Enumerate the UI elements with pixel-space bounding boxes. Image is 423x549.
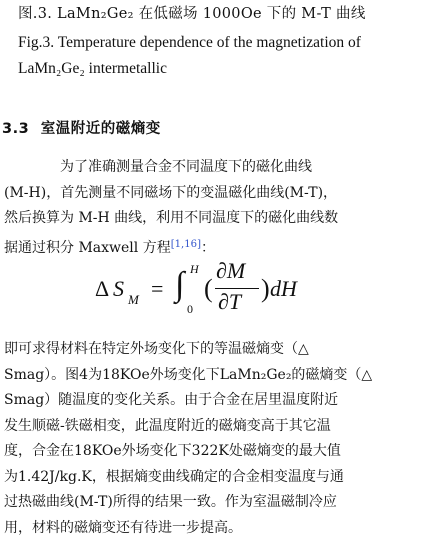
formula-differential: dH (270, 276, 297, 301)
paragraph-line: 为1.42J/kg.K，根据熵变曲线确定的合金相变温度与通 (4, 468, 344, 485)
formula-right-paren: ) (261, 274, 270, 303)
formula-lower-limit: 0 (187, 302, 193, 316)
formula-left-paren: ( (204, 274, 213, 303)
formula-numerator: ∂M (216, 258, 246, 283)
formula-entropy-symbol: S (113, 276, 124, 301)
paragraph-line (4, 232, 418, 262)
section-heading (2, 117, 161, 138)
formula-equals: = (151, 276, 164, 301)
paragraph-line: 过热磁曲线(M-T)所得的结果一致。作为室温磁制冷应 (4, 494, 337, 510)
paragraph-line: 然后换算为 M-H 曲线，利用不同温度下的磁化曲线数 (4, 210, 339, 226)
maxwell-equation (95, 258, 335, 322)
paragraph-line: 即可求得材料在特定外场变化下的等温磁熵变（△ (4, 341, 309, 357)
paragraph-line: Smag）随温度的变化关系。由于合金在居里温度附近 (4, 392, 339, 408)
figure-caption-english-line2: LaMn₂Ge₂ intermetallic (18, 60, 167, 77)
section-number: 3.3 (2, 121, 30, 137)
paragraph-line: 为了准确测量合金不同温度下的磁化曲线 (60, 159, 312, 175)
formula-denominator: ∂T (218, 289, 242, 314)
figure-caption-english-line1: Fig.3. Temperature dependence of the magnetization of (18, 34, 361, 51)
section-title: 室温附近的磁熵变 (40, 121, 161, 137)
paragraph-line: Smag）。图4为18KOe外场变化下LaMn₂Ge₂的磁熵变（△ (4, 366, 373, 383)
formula-integral: ∫ (175, 266, 185, 303)
formula-subscript: M (128, 292, 139, 307)
formula-delta: Δ (95, 276, 110, 301)
paragraph-results (4, 337, 418, 541)
citation-link[interactable]: [1,16] (170, 238, 202, 250)
paragraph-line: (M-H)，首先测量不同磁场下的变温磁化曲线(M-T)， (4, 184, 338, 201)
paragraph-line: 发生顺磁-铁磁相变，此温度附近的磁熵变高于其它温 (4, 417, 331, 434)
paragraph-line: 度，合金在18KOe外场变化下322K处磁熵变的最大值 (4, 443, 341, 459)
paragraph-text: 据通过积分 Maxwell 方程 (4, 239, 171, 256)
paragraph-text: ： (201, 239, 216, 256)
paragraph-line: 用，材料的磁熵变还有待进一步提高。 (4, 519, 242, 536)
paragraph-method (4, 155, 418, 261)
figure-caption-chinese: 图.3. LaMn₂Ge₂ 在低磁场 1000Oe 下的 M-T 曲线 (18, 6, 366, 22)
formula-upper-limit: H (190, 262, 199, 276)
